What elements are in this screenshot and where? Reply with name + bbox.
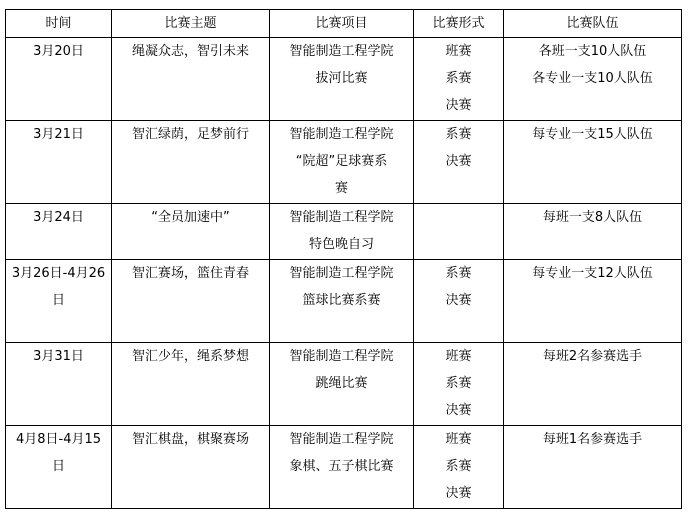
cell-teams [504, 260, 682, 343]
cell-line: 系赛 [445, 459, 472, 474]
cell-line: 每班2名参赛选手 [542, 349, 643, 364]
table-row [6, 204, 682, 260]
cell-line: 智能制造工程学院 [289, 349, 394, 364]
cell-line: 智能制造工程学院 [289, 432, 394, 447]
cell-line: 决赛 [445, 98, 472, 113]
cell-line: 系赛 [445, 266, 472, 281]
cell-theme [112, 426, 270, 509]
cell-project [270, 343, 414, 426]
cell-line: 象棋、五子棋比赛 [289, 459, 394, 474]
cell-format [414, 121, 504, 204]
table-row [6, 343, 682, 426]
cell-teams [504, 204, 682, 260]
cell-format [414, 204, 504, 260]
cell-line: 3月26日-4月26 [11, 266, 106, 281]
cell-project [270, 426, 414, 509]
cell-line: 决赛 [445, 486, 472, 501]
cell-line: 3月31日 [33, 349, 84, 364]
cell-line: 系赛 [445, 127, 472, 142]
cell-line: 智汇棋盘，棋聚赛场 [131, 432, 249, 447]
cell-line: 智汇赛场，篮住青春 [131, 266, 249, 281]
header-time: 时间 [6, 10, 112, 38]
cell-format [414, 426, 504, 509]
cell-line: “全员加速中” [151, 210, 230, 225]
header-theme: 比赛主题 [112, 10, 270, 38]
table-row [6, 260, 682, 343]
cell-format [414, 343, 504, 426]
cell-project [270, 260, 414, 343]
cell-line: 决赛 [445, 154, 472, 169]
cell-line: 班赛 [445, 44, 472, 59]
cell-theme [112, 343, 270, 426]
cell-line: 系赛 [445, 376, 472, 391]
cell-project [270, 38, 414, 121]
cell-line: 每专业一支12人队伍 [532, 266, 653, 281]
cell-time [6, 121, 112, 204]
cell-line: 每班1名参赛选手 [542, 432, 643, 447]
cell-theme [112, 38, 270, 121]
header-project: 比赛项目 [270, 10, 414, 38]
cell-line: 赛 [334, 181, 348, 196]
cell-line: 3月20日 [33, 44, 84, 59]
cell-teams [504, 38, 682, 121]
cell-project [270, 204, 414, 260]
cell-line: 各班一支10人队伍 [538, 44, 647, 59]
cell-line: 跳绳比赛 [315, 376, 368, 391]
table-row [6, 426, 682, 509]
cell-teams [504, 343, 682, 426]
cell-line: 3月24日 [33, 210, 84, 225]
schedule-table-wrapper [5, 9, 682, 509]
cell-line: 班赛 [445, 432, 472, 447]
cell-line: 每专业一支15人队伍 [532, 127, 653, 142]
cell-line: 决赛 [445, 293, 472, 308]
cell-line: 智汇少年，绳系梦想 [131, 349, 249, 364]
cell-teams [504, 426, 682, 509]
table-row [6, 121, 682, 204]
cell-line: 各专业一支10人队伍 [532, 71, 653, 86]
cell-time [6, 426, 112, 509]
cell-time [6, 343, 112, 426]
cell-line: 4月8日-4月15 [15, 432, 102, 447]
schedule-table [5, 9, 682, 509]
cell-line: 绳凝众志，智引未来 [131, 44, 249, 59]
cell-line: 智能制造工程学院 [289, 44, 394, 59]
cell-project [270, 121, 414, 204]
cell-time [6, 38, 112, 121]
cell-line: 决赛 [445, 403, 472, 418]
cell-line: 篮球比赛系赛 [302, 293, 381, 308]
cell-line: 每班一支8人队伍 [542, 210, 643, 225]
cell-theme [112, 204, 270, 260]
cell-line: 班赛 [445, 349, 472, 364]
cell-line: 特色晚自习 [308, 237, 374, 252]
header-teams: 比赛队伍 [504, 10, 682, 38]
cell-theme [112, 260, 270, 343]
cell-line: 日 [51, 459, 65, 474]
cell-line: 智能制造工程学院 [289, 127, 394, 142]
cell-time [6, 204, 112, 260]
cell-line: 智能制造工程学院 [289, 210, 394, 225]
cell-teams [504, 121, 682, 204]
table-row [6, 38, 682, 121]
cell-line: 智汇绿荫，足梦前行 [131, 127, 249, 142]
cell-line: 智能制造工程学院 [289, 266, 394, 281]
cell-line: 拔河比赛 [315, 71, 368, 86]
cell-line: 3月21日 [33, 127, 84, 142]
cell-line: 系赛 [445, 71, 472, 86]
cell-format [414, 38, 504, 121]
cell-time [6, 260, 112, 343]
cell-line: 日 [51, 293, 65, 308]
header-format: 比赛形式 [414, 10, 504, 38]
cell-line: “院超”足球赛系 [295, 154, 388, 169]
cell-theme [112, 121, 270, 204]
cell-format [414, 260, 504, 343]
header-row [6, 10, 682, 38]
